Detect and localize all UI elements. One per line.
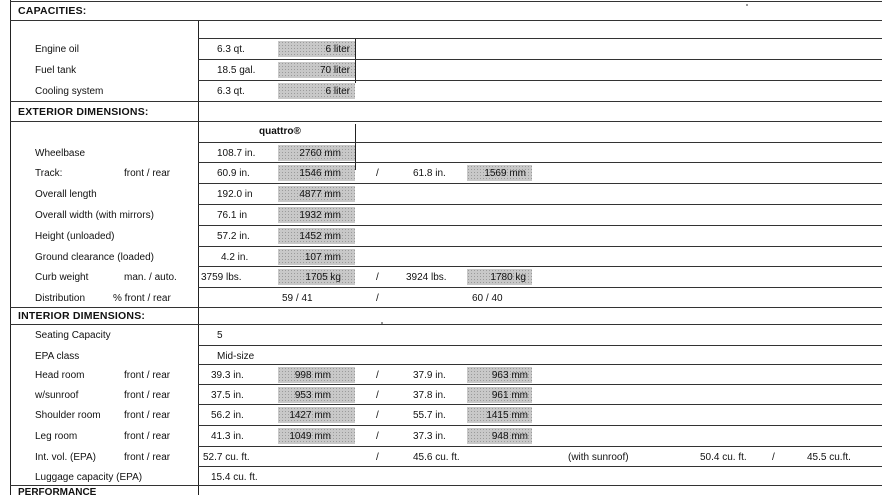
row-sublabel: man. / auto. — [124, 272, 177, 283]
metric-value: 998 mm — [294, 370, 331, 381]
metric-value-2: 961 mm — [491, 390, 528, 401]
separator-slash: / — [376, 410, 379, 421]
metric-cell — [278, 186, 355, 202]
metric-cell — [278, 269, 355, 285]
imperial-value-2: 37.8 in. — [413, 390, 446, 401]
imperial-value: 18.5 gal. — [217, 65, 256, 76]
metric-value: 1452 mm — [299, 231, 341, 242]
row-label: Ground clearance (loaded) — [35, 252, 154, 263]
row-label: Shoulder room — [35, 410, 101, 421]
section-heading-performance: PERFORMANCE — [18, 487, 97, 495]
metric-value: 6 liter — [325, 44, 350, 55]
metric-cell-2 — [467, 387, 532, 403]
exterior-row — [0, 268, 882, 287]
row-rule — [198, 287, 882, 288]
metric-cell — [278, 145, 355, 161]
distribution-value: 59 / 41 — [282, 293, 313, 304]
row-rule — [198, 225, 882, 226]
exterior-row — [0, 227, 882, 246]
interior-row — [0, 406, 882, 425]
imperial-value-2: 3924 lbs. — [406, 272, 447, 283]
imperial-value: 3759 lbs. — [201, 272, 242, 283]
metric-cell — [278, 407, 355, 423]
sunroof-volume-value-2: 45.5 cu.ft. — [807, 452, 851, 463]
distribution-value-2: 60 / 40 — [472, 293, 503, 304]
metric-value-2: 963 mm — [491, 370, 528, 381]
section-heading-interior: INTERIOR DIMENSIONS: — [18, 310, 146, 322]
separator-slash: / — [376, 431, 379, 442]
metric-value: 2760 mm — [299, 148, 341, 159]
metric-cell — [278, 249, 355, 265]
row-label: Luggage capacity (EPA) — [35, 472, 143, 483]
separator-slash: / — [376, 370, 379, 381]
volume-value-2: 45.6 cu. ft. — [413, 452, 460, 463]
seating-value: 5 — [217, 330, 223, 341]
sunroof-label: (with sunroof) — [568, 452, 629, 463]
row-rule — [198, 204, 882, 205]
row-rule — [198, 38, 882, 39]
exterior-row — [0, 248, 882, 267]
model-subheading: quattro® — [259, 126, 301, 137]
metric-cell-2 — [467, 407, 532, 423]
row-sublabel: front / rear — [124, 410, 171, 421]
section-heading-exterior: EXTERIOR DIMENSIONS: — [18, 106, 149, 118]
interior-row — [0, 386, 882, 405]
capacity-row — [0, 61, 882, 80]
row-label: Distribution — [35, 293, 86, 304]
row-sublabel: % front / rear — [113, 293, 171, 304]
row-sublabel: front / rear — [124, 452, 171, 463]
metric-value: 1932 mm — [299, 210, 341, 221]
metric-cell-2 — [467, 428, 532, 444]
section-rule — [10, 485, 882, 486]
row-label: Height (unloaded) — [35, 231, 115, 242]
metric-cell — [278, 41, 355, 57]
row-rule — [198, 466, 882, 467]
section-rule — [10, 324, 882, 325]
row-label: Wheelbase — [35, 148, 86, 159]
sunroof-volume-value: 50.4 cu. ft. — [700, 452, 747, 463]
imperial-value: 108.7 in. — [217, 148, 256, 159]
separator-slash: / — [376, 272, 379, 283]
row-label: Leg room — [35, 431, 78, 442]
row-rule — [198, 80, 882, 81]
imperial-value: 56.2 in. — [211, 410, 244, 421]
row-rule — [198, 345, 882, 346]
exterior-row — [0, 164, 882, 183]
exterior-row — [0, 206, 882, 225]
imperial-value: 192.0 in — [217, 189, 253, 200]
scan-speck — [746, 4, 748, 6]
row-sublabel: front / rear — [124, 390, 171, 401]
capacity-row — [0, 82, 882, 101]
imperial-value: 57.2 in. — [217, 231, 250, 242]
section-rule — [10, 101, 882, 102]
section-rule — [10, 1, 882, 2]
metric-value: 107 mm — [304, 252, 341, 263]
row-label: Cooling system — [35, 86, 104, 97]
metric-cell-2 — [467, 165, 532, 181]
imperial-value: 60.9 in. — [217, 168, 250, 179]
row-rule — [198, 142, 882, 143]
metric-value: 6 liter — [325, 86, 350, 97]
section-rule — [10, 121, 882, 122]
imperial-value: 41.3 in. — [211, 431, 244, 442]
exterior-row — [0, 185, 882, 204]
capacity-row — [0, 40, 882, 59]
separator-slash: / — [376, 452, 379, 463]
scan-speck — [381, 322, 383, 324]
imperial-value-2: 55.7 in. — [413, 410, 446, 421]
metric-value-2: 1415 mm — [486, 410, 528, 421]
metric-cell-2 — [467, 367, 532, 383]
imperial-value-2: 37.9 in. — [413, 370, 446, 381]
imperial-value: 6.3 qt. — [217, 44, 245, 55]
row-label: Int. vol. (EPA) — [35, 452, 96, 463]
interior-row — [0, 326, 882, 345]
imperial-value: 39.3 in. — [211, 370, 244, 381]
row-sublabel: front / rear — [124, 431, 171, 442]
metric-cell — [278, 62, 355, 78]
section-rule — [10, 307, 882, 308]
row-label: Track: — [35, 168, 63, 179]
exterior-row — [0, 144, 882, 163]
metric-value: 1705 kg — [305, 272, 341, 283]
section-rule — [10, 20, 882, 21]
row-label: Curb weight — [35, 272, 89, 283]
row-label: Engine oil — [35, 44, 79, 55]
section-heading-capacities: CAPACITIES: — [18, 5, 87, 17]
volume-value: 52.7 cu. ft. — [203, 452, 250, 463]
distribution-row — [0, 289, 882, 308]
metric-value-2: 948 mm — [491, 431, 528, 442]
separator-slash: / — [376, 293, 379, 304]
row-label: Overall width (with mirrors) — [35, 210, 154, 221]
imperial-value: 4.2 in. — [221, 252, 249, 263]
interior-row — [0, 366, 882, 385]
metric-cell-2 — [467, 269, 532, 285]
row-rule — [198, 425, 882, 426]
separator-slash: / — [376, 390, 379, 401]
epa-class-value: Mid-size — [217, 351, 255, 362]
metric-value-2: 1780 kg — [490, 272, 526, 283]
metric-value: 953 mm — [294, 390, 331, 401]
row-rule — [198, 162, 882, 163]
metric-cell — [278, 207, 355, 223]
row-rule — [198, 183, 882, 184]
metric-cell — [278, 165, 355, 181]
metric-cell — [278, 367, 355, 383]
row-rule — [198, 59, 882, 60]
row-rule — [198, 364, 882, 365]
metric-cell — [278, 83, 355, 99]
interior-volume-row — [0, 448, 882, 467]
metric-value: 70 liter — [319, 65, 350, 76]
row-rule — [198, 446, 882, 447]
row-rule — [198, 404, 882, 405]
row-label: Fuel tank — [35, 65, 77, 76]
imperial-value-2: 61.8 in. — [413, 168, 446, 179]
metric-value: 1427 mm — [289, 410, 331, 421]
luggage-value: 15.4 cu. ft. — [211, 472, 258, 483]
separator-slash: / — [772, 452, 775, 463]
row-rule — [198, 266, 882, 267]
row-label: Overall length — [35, 189, 97, 200]
metric-value-2: 1569 mm — [484, 168, 526, 179]
row-sublabel: front / rear — [124, 168, 171, 179]
metric-cell — [278, 228, 355, 244]
row-rule — [198, 384, 882, 385]
row-label: EPA class — [35, 351, 80, 362]
row-label: Seating Capacity — [35, 330, 111, 341]
metric-cell — [278, 428, 355, 444]
metric-value: 4877 mm — [299, 189, 341, 200]
metric-cell — [278, 387, 355, 403]
row-label: Head room — [35, 370, 85, 381]
imperial-value: 37.5 in. — [211, 390, 244, 401]
imperial-value-2: 37.3 in. — [413, 431, 446, 442]
imperial-value: 76.1 in — [217, 210, 248, 221]
row-label: w/sunroof — [35, 390, 79, 401]
metric-value: 1049 mm — [289, 431, 331, 442]
separator-slash: / — [376, 168, 379, 179]
metric-value: 1546 mm — [299, 168, 341, 179]
interior-row — [0, 427, 882, 446]
row-rule — [198, 246, 882, 247]
imperial-value: 6.3 qt. — [217, 86, 245, 97]
row-sublabel: front / rear — [124, 370, 171, 381]
